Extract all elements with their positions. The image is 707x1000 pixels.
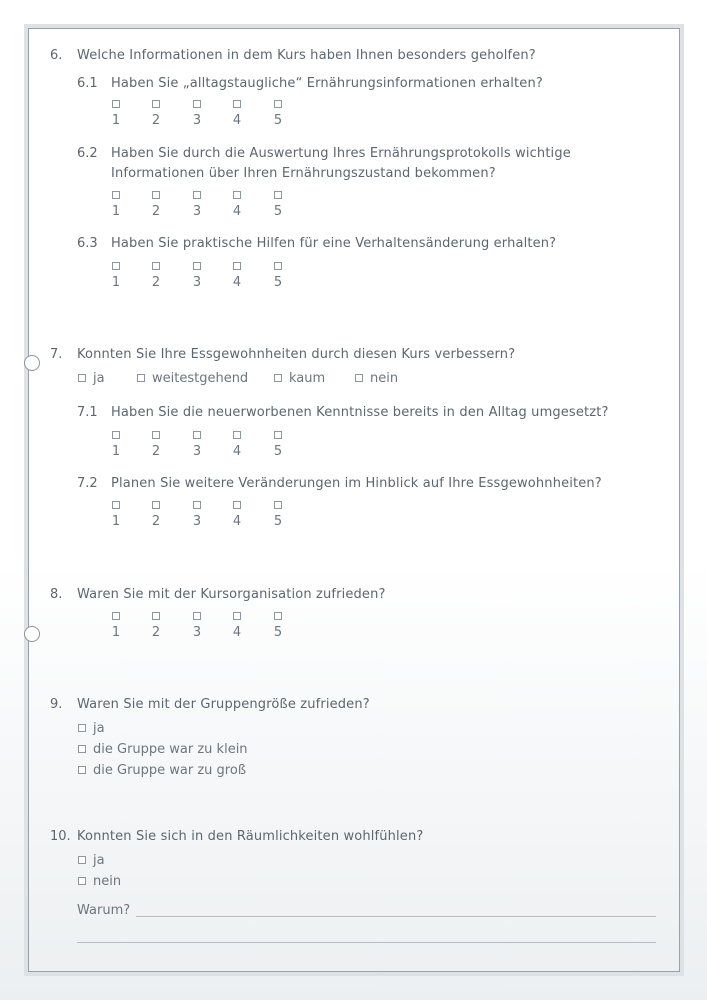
q6-1-number: 6.1 (77, 76, 98, 91)
q7-option-kaum-checkbox[interactable] (274, 374, 282, 382)
rating-label-2: 2 (151, 204, 161, 219)
q7-2-number: 7.2 (77, 476, 98, 491)
q10-why-answer-line-2[interactable] (77, 942, 656, 943)
rating-label-3: 3 (192, 625, 202, 640)
q6-2-number: 6.2 (77, 146, 98, 161)
rating-label-1: 1 (111, 275, 121, 290)
rating-checkbox-2[interactable] (152, 100, 160, 108)
rating-checkbox-2[interactable] (152, 262, 160, 270)
rating-label-2: 2 (151, 275, 161, 290)
q8-number: 8. (50, 587, 63, 602)
rating-label-4: 4 (232, 113, 242, 128)
rating-checkbox-3[interactable] (193, 431, 201, 439)
rating-label-5: 5 (273, 444, 283, 459)
rating-checkbox-3[interactable] (193, 612, 201, 620)
rating-checkbox-4[interactable] (233, 191, 241, 199)
q10-why-answer-line-1[interactable] (136, 916, 656, 917)
rating-checkbox-2[interactable] (152, 191, 160, 199)
q10-number: 10. (50, 829, 71, 844)
q6-1-text: Haben Sie „alltagstaugliche“ Ernährungsinformationen erhalten? (111, 76, 543, 91)
q7-option-nein-label: nein (370, 371, 399, 386)
rating-checkbox-3[interactable] (193, 191, 201, 199)
rating-checkbox-5[interactable] (274, 501, 282, 509)
rating-checkbox-4[interactable] (233, 612, 241, 620)
rating-checkbox-1[interactable] (112, 501, 120, 509)
punch-hole-top (24, 355, 40, 371)
q9-option-ja-label: ja (93, 721, 105, 736)
q9-option-zu-gross-label: die Gruppe war zu groß (93, 763, 247, 778)
q8-text: Waren Sie mit der Kursorganisation zufrieden? (77, 587, 386, 602)
rating-checkbox-1[interactable] (112, 431, 120, 439)
q10-text: Konnten Sie sich in den Räumlichkeiten wohlfühlen? (77, 829, 424, 844)
rating-label-4: 4 (232, 444, 242, 459)
q9-option-zu-gross-checkbox[interactable] (78, 766, 86, 774)
rating-checkbox-1[interactable] (112, 262, 120, 270)
rating-checkbox-3[interactable] (193, 501, 201, 509)
rating-checkbox-2[interactable] (152, 612, 160, 620)
q10-option-nein-checkbox[interactable] (78, 877, 86, 885)
rating-label-4: 4 (232, 204, 242, 219)
rating-checkbox-1[interactable] (112, 100, 120, 108)
q7-1-number: 7.1 (77, 405, 98, 420)
rating-label-1: 1 (111, 514, 121, 529)
q10-why-label: Warum? (77, 903, 131, 918)
rating-label-3: 3 (192, 444, 202, 459)
rating-checkbox-5[interactable] (274, 100, 282, 108)
rating-label-5: 5 (273, 275, 283, 290)
q10-option-ja-label: ja (93, 853, 105, 868)
rating-label-2: 2 (151, 625, 161, 640)
q6-number: 6. (50, 48, 63, 63)
q7-2-text: Planen Sie weitere Veränderungen im Hinblick auf Ihre Essgewohnheiten? (111, 476, 602, 491)
rating-checkbox-5[interactable] (274, 191, 282, 199)
rating-checkbox-4[interactable] (233, 431, 241, 439)
rating-label-1: 1 (111, 204, 121, 219)
q7-1-text: Haben Sie die neuerworbenen Kenntnisse bereits in den Alltag umgesetzt? (111, 405, 609, 420)
q9-text: Waren Sie mit der Gruppengröße zufrieden? (77, 697, 370, 712)
q10-option-nein-label: nein (93, 874, 122, 889)
rating-label-1: 1 (111, 113, 121, 128)
q6-text: Welche Informationen in dem Kurs haben Ihnen besonders geholfen? (77, 48, 536, 63)
rating-label-5: 5 (273, 113, 283, 128)
rating-label-1: 1 (111, 444, 121, 459)
q6-2-text-line2: Informationen über Ihren Ernährungszustand bekommen? (111, 166, 496, 181)
q7-option-ja-label: ja (93, 371, 105, 386)
q7-number: 7. (50, 347, 63, 362)
rating-label-4: 4 (232, 275, 242, 290)
rating-label-1: 1 (111, 625, 121, 640)
q9-option-zu-klein-checkbox[interactable] (78, 745, 86, 753)
q9-option-zu-klein-label: die Gruppe war zu klein (93, 742, 248, 757)
rating-label-3: 3 (192, 204, 202, 219)
q6-3-number: 6.3 (77, 236, 98, 251)
rating-checkbox-2[interactable] (152, 431, 160, 439)
rating-checkbox-4[interactable] (233, 262, 241, 270)
rating-label-4: 4 (232, 625, 242, 640)
rating-checkbox-3[interactable] (193, 100, 201, 108)
q6-2-text-line1: Haben Sie durch die Auswertung Ihres Ernährungsprotokolls wichtige (111, 146, 571, 161)
q7-option-kaum-label: kaum (289, 371, 326, 386)
q9-option-ja-checkbox[interactable] (78, 724, 86, 732)
rating-checkbox-1[interactable] (112, 612, 120, 620)
rating-checkbox-3[interactable] (193, 262, 201, 270)
rating-checkbox-4[interactable] (233, 501, 241, 509)
rating-checkbox-1[interactable] (112, 191, 120, 199)
rating-label-3: 3 (192, 514, 202, 529)
rating-label-3: 3 (192, 113, 202, 128)
rating-checkbox-5[interactable] (274, 262, 282, 270)
q7-option-weitestgehend-label: weitestgehend (152, 371, 249, 386)
rating-checkbox-5[interactable] (274, 612, 282, 620)
q10-option-ja-checkbox[interactable] (78, 856, 86, 864)
rating-checkbox-5[interactable] (274, 431, 282, 439)
q7-option-weitestgehend-checkbox[interactable] (137, 374, 145, 382)
rating-label-5: 5 (273, 625, 283, 640)
q7-option-ja-checkbox[interactable] (78, 374, 86, 382)
rating-label-5: 5 (273, 204, 283, 219)
rating-label-4: 4 (232, 514, 242, 529)
q7-text: Konnten Sie Ihre Essgewohnheiten durch diesen Kurs verbessern? (77, 347, 516, 362)
rating-checkbox-2[interactable] (152, 501, 160, 509)
rating-label-2: 2 (151, 113, 161, 128)
q9-number: 9. (50, 697, 63, 712)
punch-hole-bottom (24, 626, 40, 642)
rating-checkbox-4[interactable] (233, 100, 241, 108)
q6-3-text: Haben Sie praktische Hilfen für eine Verhaltensänderung erhalten? (111, 236, 557, 251)
rating-label-2: 2 (151, 444, 161, 459)
rating-label-3: 3 (192, 275, 202, 290)
rating-label-5: 5 (273, 514, 283, 529)
rating-label-2: 2 (151, 514, 161, 529)
q7-option-nein-checkbox[interactable] (355, 374, 363, 382)
